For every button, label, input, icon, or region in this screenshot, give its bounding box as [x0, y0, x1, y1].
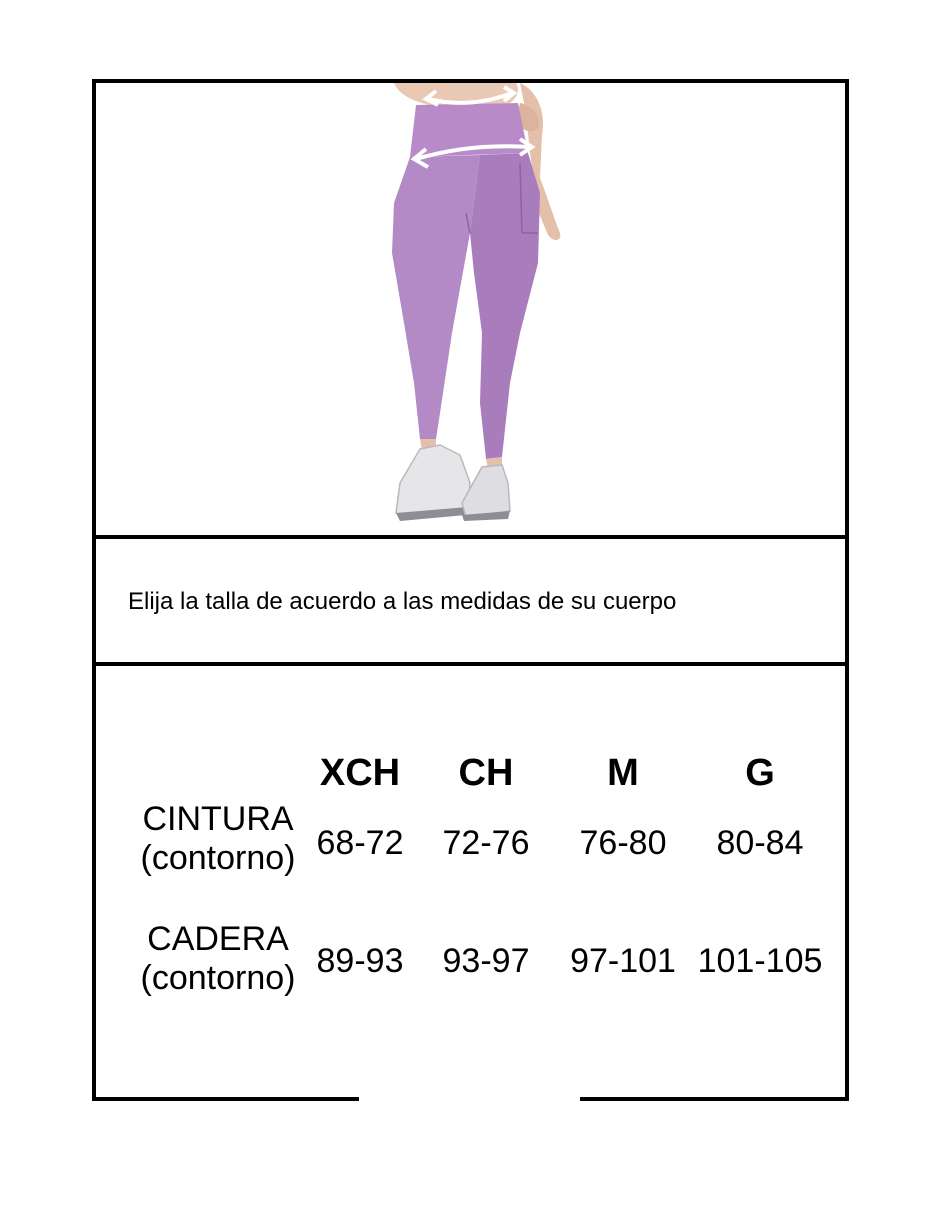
column-header-g: G [745, 752, 775, 794]
table-cell: 93-97 [442, 942, 530, 980]
table-cell: 101-105 [697, 942, 823, 980]
row-label-cadera: CADERA (contorno) [140, 920, 296, 997]
column-header-m: M [607, 752, 639, 794]
left-sneaker [396, 445, 470, 517]
table-cell: 97-101 [570, 942, 676, 980]
table-cell: 72-76 [442, 824, 530, 862]
row-label-cintura: CINTURA (contorno) [140, 800, 296, 877]
leggings-model-illustration [370, 83, 590, 535]
frame-right-border [845, 79, 849, 1101]
left-leg [392, 155, 480, 439]
column-header-xch: XCH [319, 752, 401, 794]
table-cell: 89-93 [316, 942, 404, 980]
right-leg [470, 153, 540, 459]
size-instruction-text: Elija la talla de acuerdo a las medidas de su cuerpo [128, 588, 677, 615]
section-divider-image [92, 535, 849, 539]
column-header-ch: CH [458, 752, 514, 794]
frame-bottom-right-border [580, 1097, 849, 1101]
table-cell: 80-84 [716, 824, 804, 862]
table-cell: 68-72 [316, 824, 404, 862]
right-sneaker [462, 465, 510, 517]
frame-bottom-left-border [92, 1097, 359, 1101]
section-divider-instruction [92, 662, 849, 666]
frame-left-border [92, 79, 96, 1101]
table-cell: 76-80 [579, 824, 667, 862]
